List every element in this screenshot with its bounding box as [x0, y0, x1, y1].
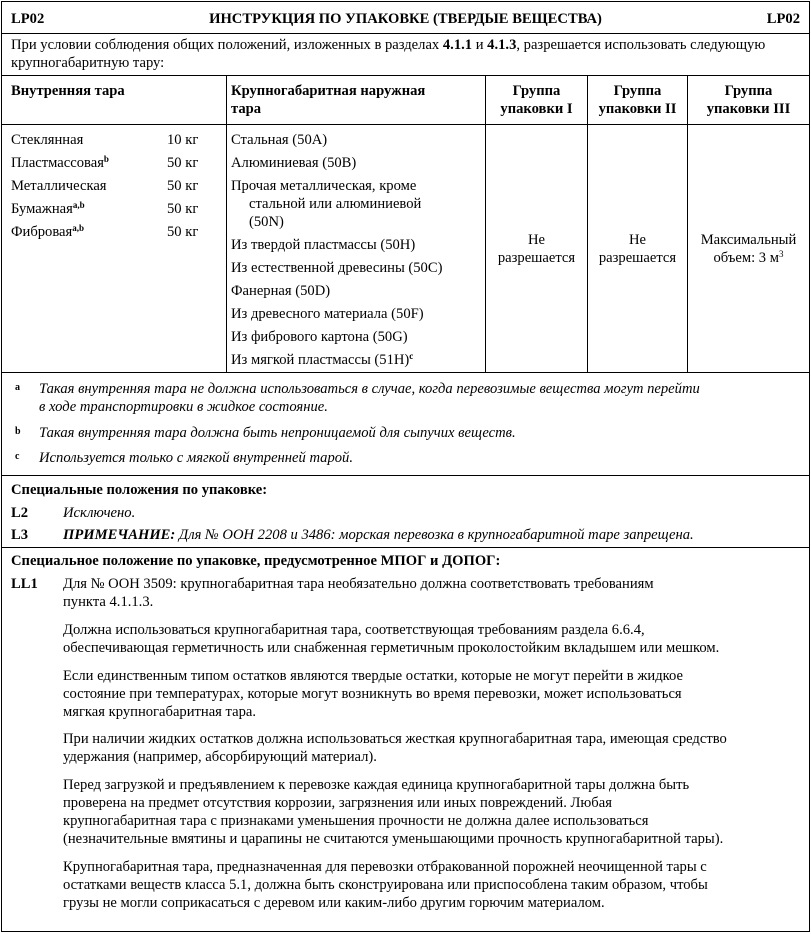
instruction-header — [2, 2, 809, 34]
footnotes — [2, 373, 809, 476]
header-divider — [2, 124, 809, 125]
packaging-table — [2, 76, 809, 373]
ll1-paragraph: Должна использоваться крупногабаритная тара, соответствующая требованиям раздела 6.6.4, обеспечивающая герметичность или снабженная герметичным проколостойким вкладышем или мешком. — [63, 622, 720, 656]
pg3-line2: объем: 3 $м^3$ — [713, 249, 784, 266]
outer-item: Из фибрового картона (50G) — [231, 329, 408, 345]
ll1-paragraph: Крупногабаритная тара, предназначенная для перевозки отбракованной порожней неочищенной тары с остатками веществ класса 5.1, должна быть сконструирована или приспособлена таким образом, чтобы грузы не могли соприкасаться с деревом или каким-либо другим горючим материалом. — [63, 859, 708, 911]
footnote-key: c — [15, 451, 20, 462]
outer-item: Фанерная (50D) — [231, 283, 331, 299]
ll1-paragraph: Если единственным типом остатков являются твердые остатки, которые не могут перейти в жидкое состояние при температурах, которые могут возникнуть во время перевозки, может использоваться мягкая крупногабаритная тара. — [63, 668, 683, 720]
inner-item: Пластмассовая$^b$ — [11, 154, 109, 171]
outer-item: Из древесного материала (50F) — [231, 306, 424, 322]
rid-adr-provision — [2, 548, 809, 933]
inner-mass: 10 кг — [167, 132, 199, 148]
inner-item: Фибровая$^{a,b}$ — [11, 223, 85, 240]
outer-item: Из естественной древесины (50C) — [231, 260, 443, 276]
outer-item-cont: (50N) — [249, 214, 284, 230]
special-provisions — [2, 476, 809, 548]
pg2-line1: Не — [628, 232, 647, 248]
code-right: LP02 — [766, 11, 800, 27]
outer-item: Прочая металлическая, кроме — [231, 178, 417, 194]
inner-mass: 50 кг — [167, 155, 199, 171]
ll1-paragraph: Перед загрузкой и предъявлением к перевозке каждая единица крупногабаритной тары должна быть проверена на предмет отсутствия коррозии, загрязнения или иных повреждений. Любая крупногабаритная тара с признаками уменьшения прочности не должна далее использоваться (незначительные вмятины и царапины не считаются уменьшающими прочность крупногабаритной тары). — [63, 777, 724, 847]
footnote-key: a — [15, 382, 20, 393]
th-g3-2: упаковки III — [706, 101, 791, 117]
outer-item: Алюминиевая (50B) — [231, 155, 357, 171]
inner-item: Бумажная$^{a,b}$ — [11, 200, 85, 217]
inner-item: Металлическая — [11, 178, 107, 194]
th-g1-1: Группа — [512, 83, 561, 99]
ll1-key: LL1 — [11, 576, 38, 592]
th-g3-1: Группа — [724, 83, 773, 99]
mpog-title: Специальное положение по упаковке, предусмотренное МПОГ и ДОПОГ: — [11, 553, 501, 569]
footnote-text: Такая внутренняя тара не должна использоваться в случае, когда перевозимые вещества могут перейти — [39, 381, 700, 397]
l3-text: ПРИМЕЧАНИЕ: Для № ООН 2208 и 3486: морская перевозка в крупногабаритной таре запрещена. — [63, 527, 694, 543]
pg1-line2: разрешается — [497, 250, 576, 266]
special-title: Специальные положения по упаковке: — [11, 482, 268, 498]
l2-text: Исключено. — [63, 505, 136, 521]
ref-4-1-1: 4.1.1 — [442, 37, 473, 53]
footnote-text: Используется только с мягкой внутренней тарой. — [39, 450, 353, 466]
pg3-line1: Максимальный — [700, 232, 797, 248]
outer-item: Из мягкой пластмассы $(51H)^c$ — [231, 351, 414, 368]
outer-item: Из твердой пластмассы (50H) — [231, 237, 416, 253]
ll1-paragraph: Для № ООН 3509: крупногабаритная тара необязательно должна соответствовать требованиям пункта 4.1.1.3. — [63, 576, 654, 610]
inner-mass: 50 кг — [167, 178, 199, 194]
ll1-paragraph: При наличии жидких остатков должна использоваться жесткая крупногабаритная тара, имеющая средство удержания (например, абсорбирующий материал). — [63, 731, 727, 765]
th-inner: Внутренняя тара — [11, 83, 125, 99]
inner-mass: 50 кг — [167, 224, 199, 240]
col-divider — [587, 76, 588, 372]
th-outer-1: Крупногабаритная наружная — [231, 83, 426, 99]
instruction-title: ИНСТРУКЦИЯ ПО УПАКОВКЕ (ТВЕРДЫЕ ВЕЩЕСТВА) — [209, 11, 602, 27]
th-g1-2: упаковки I — [500, 101, 573, 117]
ref-4-1-3: 4.1.3 — [487, 37, 517, 53]
inner-mass: 50 кг — [167, 201, 199, 217]
inner-item: Стеклянная — [11, 132, 84, 148]
col-divider — [226, 76, 227, 372]
packing-instruction-page — [1, 1, 810, 932]
col-divider — [687, 76, 688, 372]
th-g2-2: упаковки II — [598, 101, 677, 117]
outer-item-cont: стальной или алюминиевой — [249, 196, 422, 212]
th-outer-2: тара — [231, 101, 262, 117]
l2-key: L2 — [11, 505, 29, 521]
pg2-line2: разрешается — [598, 250, 677, 266]
footnote-text: Такая внутренняя тара должна быть непроницаемой для сыпучих веществ. — [39, 425, 516, 441]
code-left: LP02 — [11, 11, 45, 27]
pg1-line1: Не — [527, 232, 546, 248]
th-g2-1: Группа — [613, 83, 662, 99]
outer-item: Стальная (50A) — [231, 132, 328, 148]
l3-key: L3 — [11, 527, 29, 543]
intro-paragraph: При условии соблюдения общих положений, изложенных в разделах 4.1.1 и 4.1.3, разрешается использовать следующую крупногабаритную тару: — [2, 34, 809, 76]
footnote-text: в ходе транспортировки в жидкое состояние. — [39, 399, 328, 415]
footnote-key: b — [15, 426, 21, 437]
